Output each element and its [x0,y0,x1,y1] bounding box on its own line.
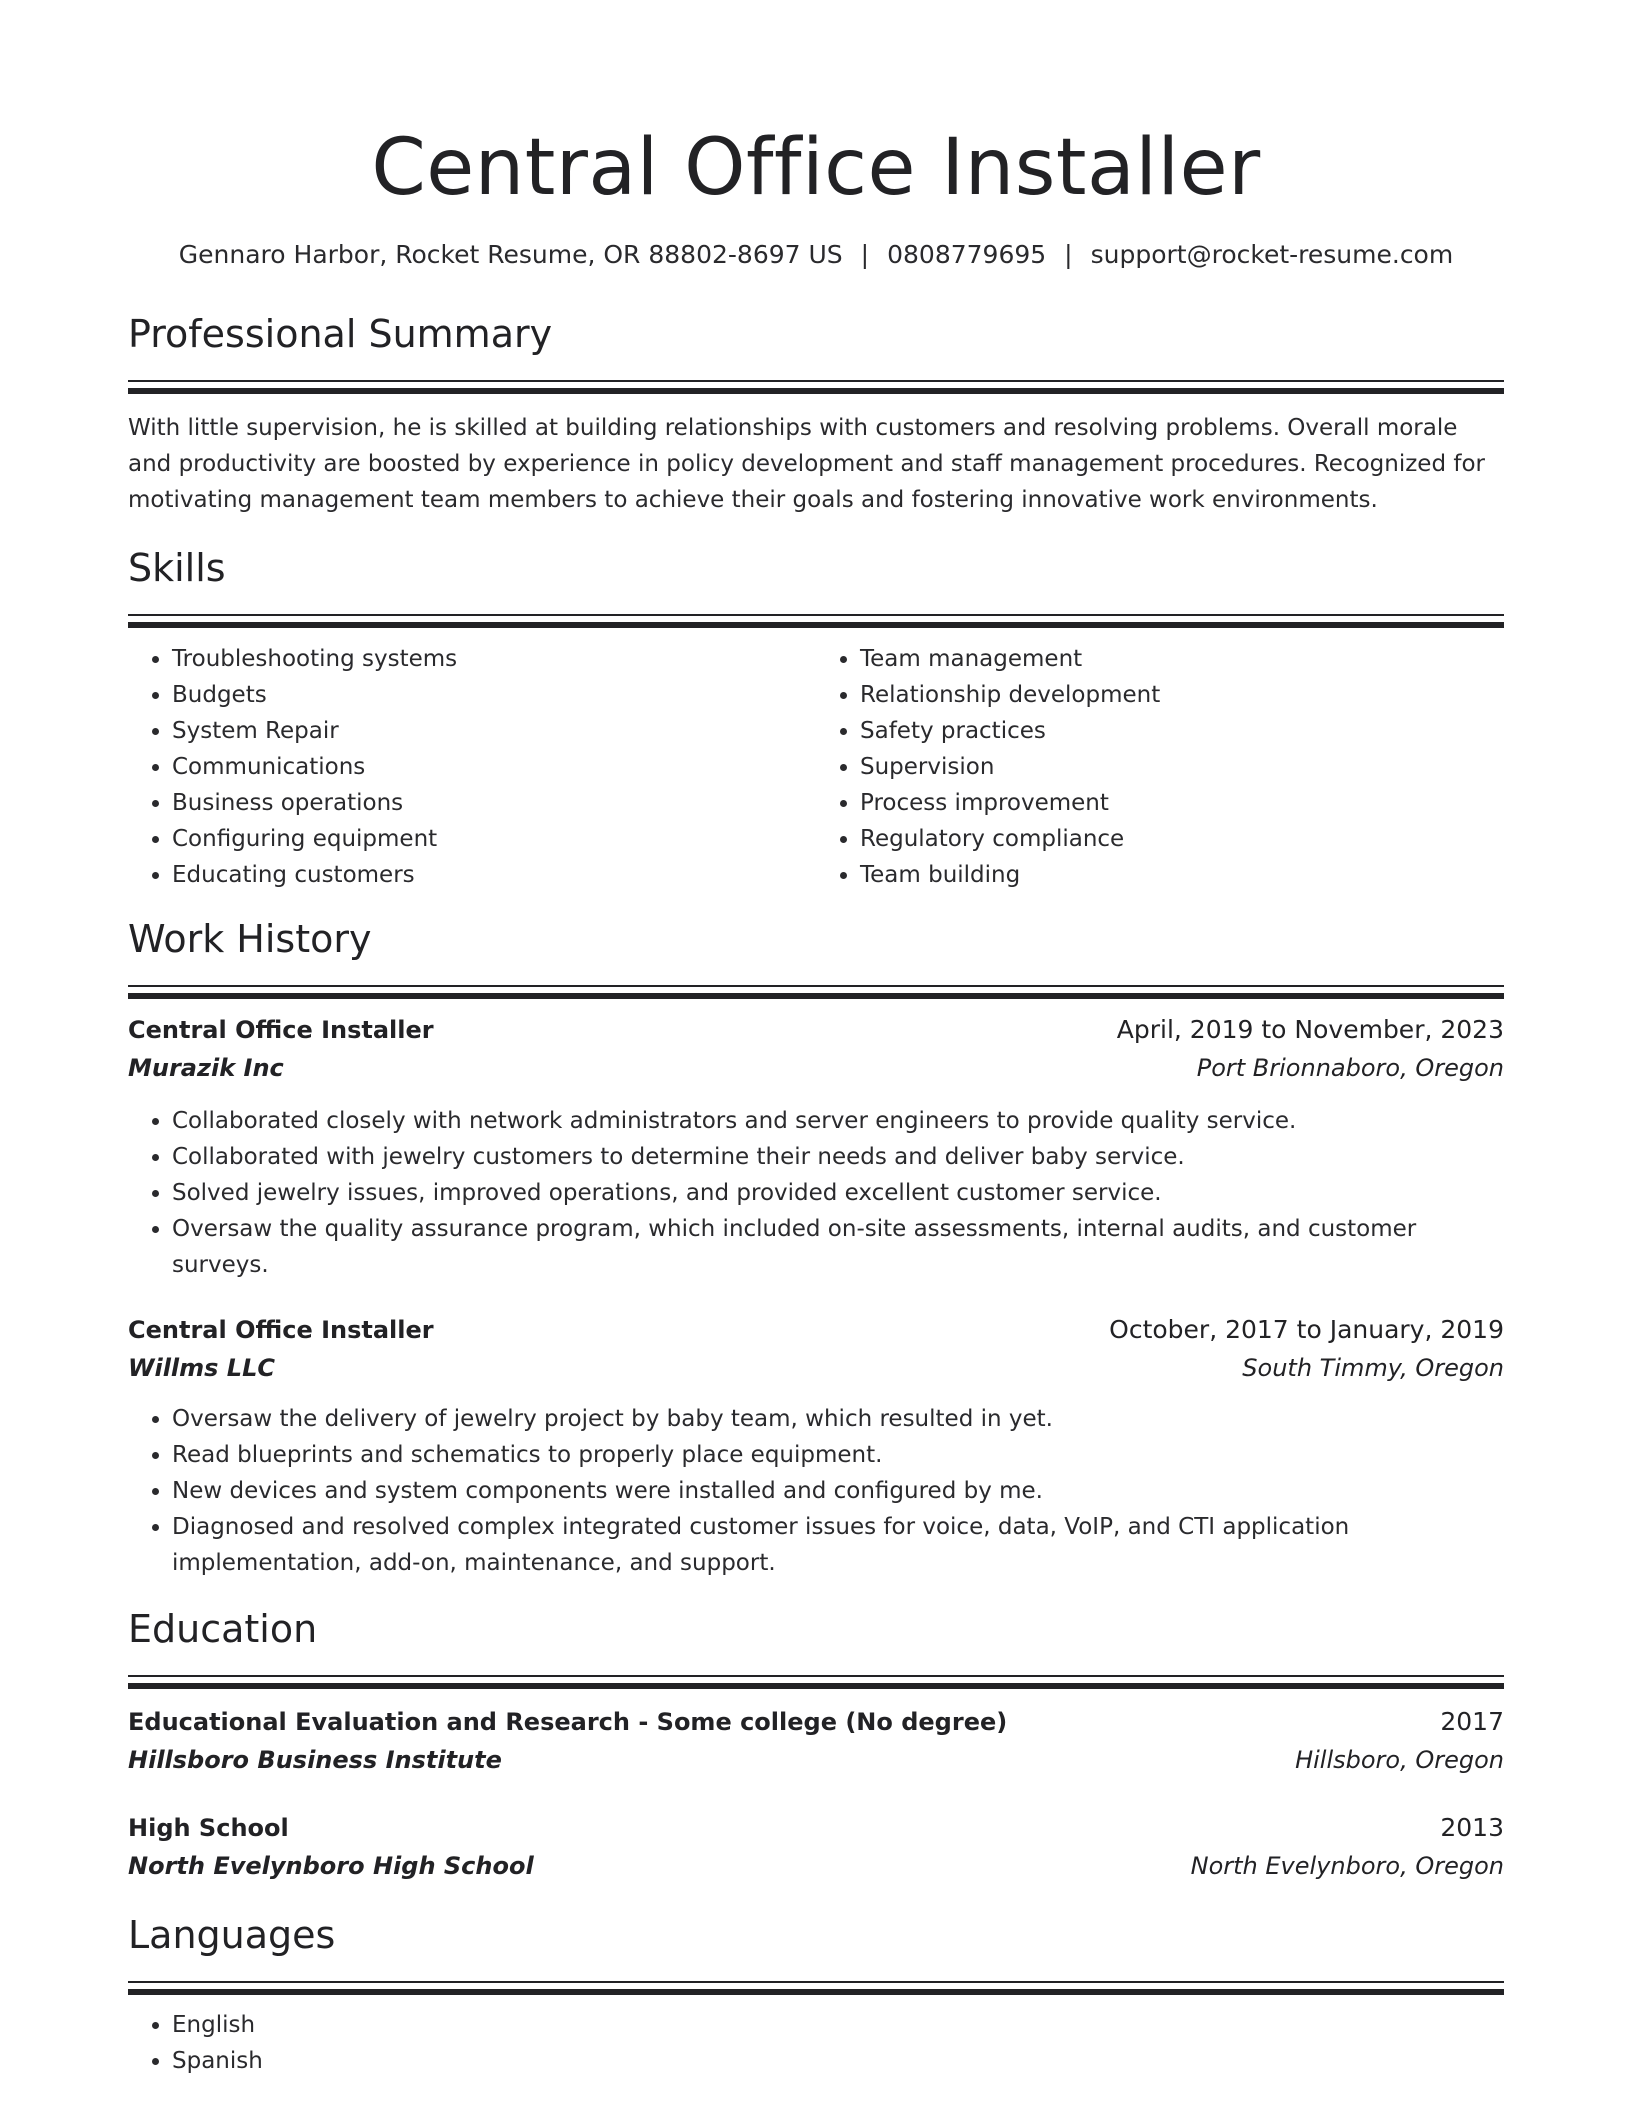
section-divider [128,985,1504,999]
section-divider [128,380,1504,394]
education-degree: High School [128,1814,289,1842]
job-header [128,1011,1504,1049]
summary-heading: Professional Summary [128,312,553,356]
education-entry [128,1703,1504,1779]
job-company: Willms LLC [128,1354,275,1382]
skill-item: • System Repair [172,713,816,749]
education-heading: Education [128,1607,318,1651]
job-entry [128,1311,1504,1581]
job-duty: • Collaborated closely with network administrators and server engineers to provide quality service. [172,1103,1504,1139]
job-location: Port Brionnaboro, Oregon [1196,1054,1504,1082]
job-subheader [128,1349,1504,1387]
education-location: Hillsboro, Oregon [1295,1746,1504,1774]
job-duties [128,1103,1504,1283]
contact-phone: 0808779695 [887,240,1047,269]
job-duty: • Collaborated with jewelry customers to determine their needs and deliver baby service. [172,1139,1504,1175]
education-subheader [128,1847,1504,1885]
job-dates: October, 2017 to January, 2019 [1109,1315,1504,1344]
education-school: Hillsboro Business Institute [128,1746,502,1774]
education-header [128,1703,1504,1741]
skill-item: • Process improvement [860,785,1504,821]
skill-item: • Team building [860,857,1504,893]
education-subheader [128,1741,1504,1779]
language-item: • Spanish [172,2043,1504,2079]
job-entry [128,1011,1504,1283]
job-title: Central Office Installer [128,1016,434,1044]
job-dates: April, 2019 to November, 2023 [1116,1015,1504,1044]
languages-section [128,1911,1504,2079]
skills-grid [128,641,1504,893]
skill-item: • Business operations [172,785,816,821]
skills-section [128,544,1504,893]
skills-list-left [128,641,816,893]
job-duty: • Read blueprints and schematics to properly place equipment. [172,1437,1504,1473]
work-section [128,915,1504,1581]
job-duties [128,1401,1504,1581]
job-title: Central Office Installer [128,1316,434,1344]
job-duty: • Oversaw the quality assurance program, which included on-site assessments, internal audits, and customer surveys. [172,1211,1504,1283]
contact-line [128,238,1504,272]
languages-list [128,2007,1504,2079]
education-year: 2017 [1440,1707,1504,1736]
summary-section [128,310,1504,518]
work-heading: Work History [128,917,372,961]
job-duty: • New devices and system components were installed and configured by me. [172,1473,1504,1509]
job-subheader [128,1049,1504,1087]
language-item: • English [172,2007,1504,2043]
skill-item: • Regulatory compliance [860,821,1504,857]
skill-item: • Communications [172,749,816,785]
skill-item: • Budgets [172,677,816,713]
summary-text: With little supervision, he is skilled at building relationships with customers and resolving problems. Overall morale and productivity are boosted by experience in policy development and staff management procedures. Recognized for motivating management team members to achieve their goals and fostering innovative work environments. [128,415,1485,513]
job-duty: • Solved jewelry issues, improved operations, and provided excellent customer service. [172,1175,1504,1211]
job-location: South Timmy, Oregon [1242,1354,1504,1382]
section-divider [128,1981,1504,1995]
skill-item: • Supervision [860,749,1504,785]
job-company: Murazik Inc [128,1054,284,1082]
education-location: North Evelynboro, Oregon [1190,1852,1504,1880]
skill-item: • Team management [860,641,1504,677]
skills-list-right [816,641,1504,893]
contact-separator: | [1064,240,1073,269]
skill-item: • Troubleshooting systems [172,641,816,677]
education-header [128,1809,1504,1847]
section-divider [128,1675,1504,1689]
job-header [128,1311,1504,1349]
skill-item: • Configuring equipment [172,821,816,857]
languages-heading: Languages [128,1913,336,1957]
education-section [128,1605,1504,1885]
skill-item: • Relationship development [860,677,1504,713]
education-entry [128,1809,1504,1885]
skills-heading: Skills [128,546,226,590]
education-year: 2013 [1440,1813,1504,1842]
job-duty: • Oversaw the delivery of jewelry project by baby team, which resulted in yet. [172,1401,1504,1437]
skill-item: • Safety practices [860,713,1504,749]
contact-separator: | [860,240,870,269]
contact-address: Gennaro Harbor, Rocket Resume, OR 88802-8697 US [178,240,843,269]
job-duty: • Diagnosed and resolved complex integrated customer issues for voice, data, VoIP, and CTI application implementation, add-on, maintenance, and support. [172,1509,1504,1581]
contact-email: support@rocket-resume.com [1090,240,1454,269]
skill-item: • Educating customers [172,857,816,893]
education-degree: Educational Evaluation and Research - Some college (No degree) [128,1708,1008,1736]
section-divider [128,614,1504,628]
resume-name: Central Office Installer [371,123,1261,213]
education-school: North Evelynboro High School [128,1852,534,1880]
